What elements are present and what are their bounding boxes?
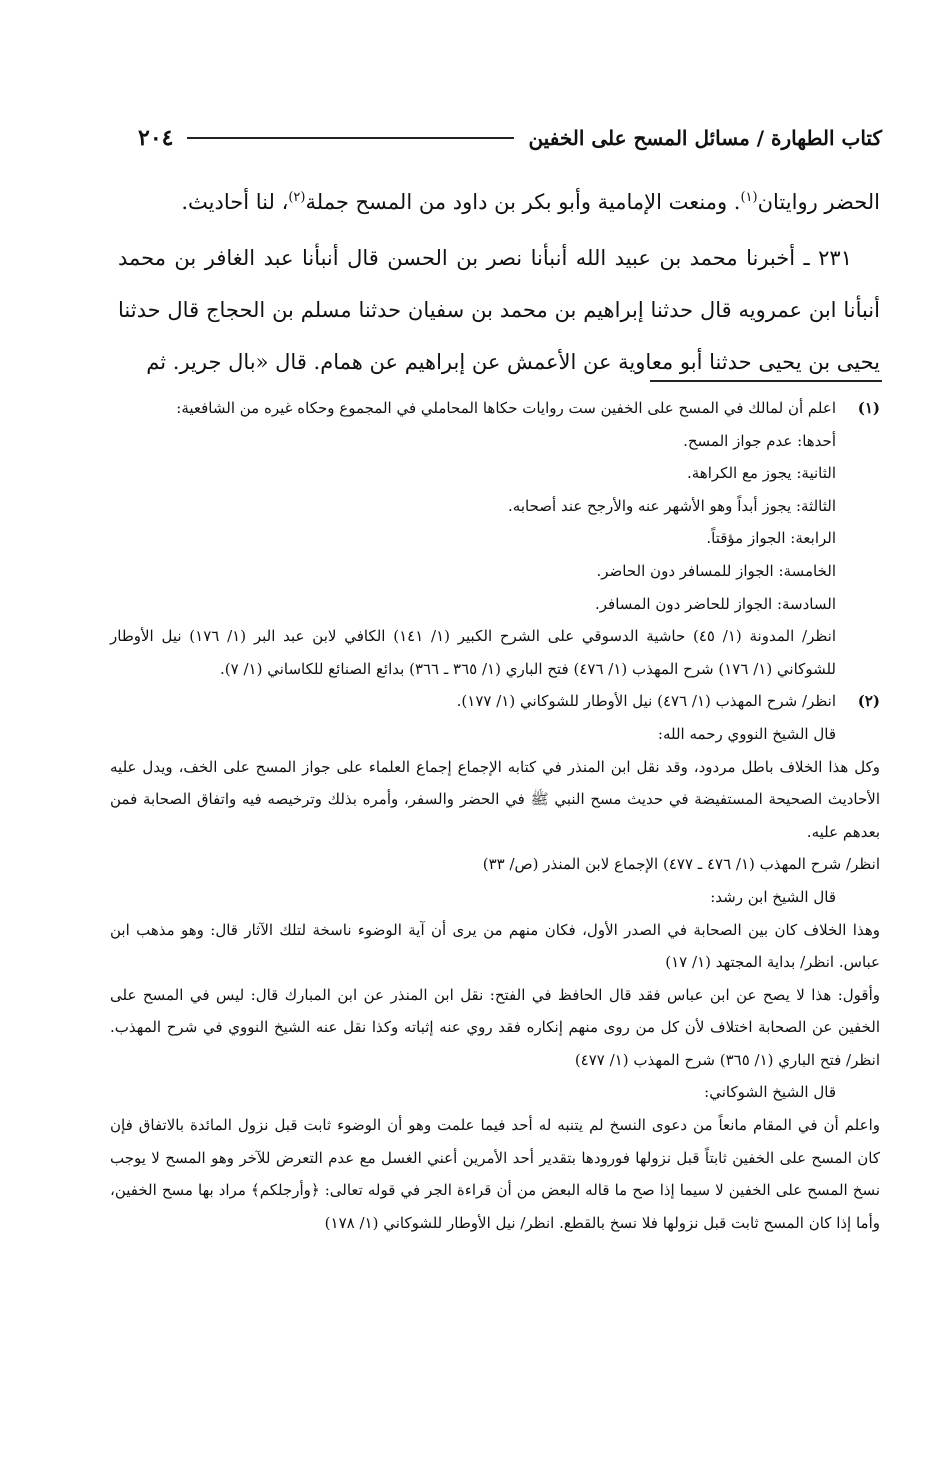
footnote-line: قال الشيخ النووي رحمه الله: — [657, 724, 836, 743]
footnote-number: (١) — [857, 399, 880, 417]
footnotes — [110, 392, 880, 1239]
main-text — [118, 176, 880, 388]
main-text-segment: . ومنعت الإمامية وأبو بكر بن داود من المسح جملة — [305, 190, 741, 214]
header-rule — [187, 137, 514, 139]
footnote-line: انظر/ شرح المهذب (١/ ٤٧٦ ـ ٤٧٧) الإجماع لابن المنذر (ص/ ٣٣) — [482, 855, 880, 874]
footnote-line: واعلم أن في المقام مانعاً من دعوى النسخ لم يتنبه له أحد فيما علمت وهو أن الوضوء ثابت قبل نزول المائدة بالاتفاق فإن كان المسح على الخفين ثابتاً قبل نزولها فورودها بتقدير أحد الأمرين أعني الغسل مع عدم التعرض للآخر وهو المسح لا يوجب نسخ المسح على الخفين لا سيما إذا صح ما قاله البعض من أن قراءة الجر في قوله تعالى: ﴿وأرجلكم﴾ مراد بها مسح الخفين، وأما إذا كان المسح ثابت قبل نزولها فلا نسخ بالقطع. انظر/ نيل الأوطار للشوكاني (١/ ١٧٨) — [110, 1116, 880, 1232]
footnote-line: الثانية: يجوز مع الكراهة. — [687, 464, 836, 483]
page-number: ٢٠٤ — [138, 125, 174, 151]
footnote-line: الثالثة: يجوز أبداً وهو الأشهر عنه والأرجح عند أصحابه. — [508, 496, 836, 515]
footnote-line: الخامسة: الجواز للمسافر دون الحاضر. — [596, 561, 836, 580]
footnote-ref-1: (١) — [740, 190, 758, 205]
footnote-line: اعلم أن لمالك في المسح على الخفين ست روايات حكاها المحاملي في المجموع وحكاه غيره من الشافعية: — [176, 399, 836, 417]
chapter-title: كتاب الطهارة / مسائل المسح على الخفين — [528, 126, 882, 150]
footnote-line: أحدها: عدم جواز المسح. — [683, 431, 836, 450]
footnote-line: انظر/ المدونة (١/ ٤٥) حاشية الدسوقي على الشرح الكبير (١/ ١٤١) الكافي لابن عبد البر (١/ ١٧٦) نيل الأوطار للشوكاني (١/ ١٧٦) شرح المهذب (١/ ٤٧٦) فتح الباري (١/ ٣٦٥ ـ ٣٦٦) بدائع الصنائع للكاساني (١/ ٧). — [110, 627, 836, 678]
running-header — [138, 118, 882, 158]
hadith-231: ٢٣١ ـ أخبرنا محمد بن عبيد الله أنبأنا نصر بن الحسن قال أنبأنا عبد الغافر بن محمد أنبأنا ابن عمرويه قال حدثنا إبراهيم بن محمد بن سفيان حدثنا مسلم بن الحجاج قال حدثنا يحيى بن يحيى حدثنا أبو معاوية عن الأعمش عن إبراهيم عن همام. قال «بال جرير. ثم — [118, 246, 880, 374]
footnote-1 — [110, 392, 880, 685]
main-paragraph-1 — [118, 176, 880, 228]
footnote-line: الرابعة: الجواز مؤقتاً. — [706, 529, 836, 548]
footnote-line: وهذا الخلاف كان بين الصحابة في الصدر الأول، فكان منهم من يرى أن آية الوضوء ناسخة لتلك الآثار قال: وهو مذهب ابن عباس. انظر/ بداية المجتهد (١/ ١٧) — [110, 920, 880, 972]
footnote-line: قال الشيخ ابن رشد: — [710, 887, 836, 906]
footnote-number: (٢) — [857, 692, 880, 711]
main-text-segment: الحضر روايتان — [757, 190, 880, 214]
footnote-line: قال الشيخ الشوكاني: — [704, 1083, 836, 1102]
footnote-separator — [650, 380, 882, 382]
footnote-body — [110, 392, 836, 685]
footnote-line: وأقول: هذا لا يصح عن ابن عباس فقد قال الحافظ في الفتح: نقل ابن المنذر عن ابن المبارك قال: ليس في المسح على الخفين عن الصحابة اختلاف لأن كل من روى منهم إنكاره فقد روي عنه إثباته وكذا نقل عنه الشيخ النووي في شرح المهذب. انظر/ فتح الباري (١/ ٣٦٥) شرح المهذب (١/ ٤٧٧) — [110, 985, 880, 1069]
footnote-ref-2: (٢) — [288, 190, 306, 205]
footnote-line: السادسة: الجواز للحاضر دون المسافر. — [594, 594, 836, 613]
footnote-line: وكل هذا الخلاف باطل مردود، وقد نقل ابن المنذر في كتابه الإجماع إجماع العلماء على جواز المسح على الخف، ويدل عليه الأحاديث الصحيحة المستفيضة في حديث مسح النبي ﷺ في الحضر والسفر، وأمره بذلك وترخيصه فيه واتفاق الصحابة فمن بعدهم عليه. — [110, 757, 880, 841]
footnote-body — [110, 685, 880, 1239]
main-text-segment: ، لنا أحاديث. — [181, 190, 289, 214]
footnote-line: انظر/ شرح المهذب (١/ ٤٧٦) نيل الأوطار للشوكاني (١/ ١٧٧). — [456, 692, 836, 711]
footnote-2 — [110, 685, 880, 1239]
